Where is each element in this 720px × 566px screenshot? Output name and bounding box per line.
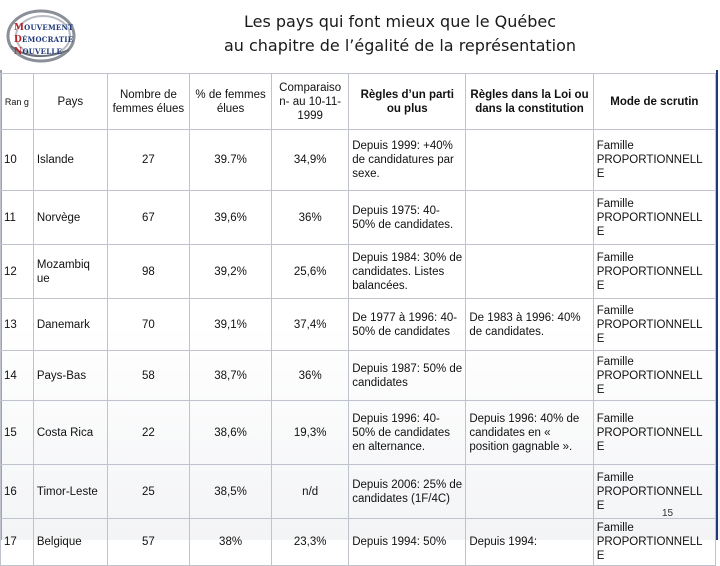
table-row	[1, 130, 716, 191]
cell-rank: 16	[1, 465, 34, 519]
table-row	[1, 401, 716, 465]
cell-pct: 39,6%	[189, 191, 271, 245]
cell-voting-mode: Famille PROPORTIONNELL E	[593, 130, 715, 191]
table-header-row	[1, 74, 716, 130]
cell-women: 27	[107, 130, 189, 191]
cell-party-rules: Depuis 1975: 40-50% de candidates.	[349, 191, 466, 245]
cell-law-rules	[466, 465, 593, 519]
cell-women: 70	[107, 299, 189, 351]
cell-country: Timor-Leste	[33, 465, 107, 519]
cell-comparison: 25,6%	[272, 245, 349, 299]
cell-pct: 38,7%	[189, 351, 271, 401]
header-law-rules: Règles dans la Loi ou dans la constitution	[466, 74, 593, 130]
cell-country: Mozambiq ue	[33, 245, 107, 299]
cell-law-rules	[466, 130, 593, 191]
slide-title-line-2: au chapitre de l’égalité de la représentation	[223, 36, 577, 55]
cell-law-rules	[466, 191, 593, 245]
cell-pct: 38,5%	[189, 465, 271, 519]
cell-party-rules: Depuis 1994: 50%	[349, 519, 466, 566]
cell-women: 58	[107, 351, 189, 401]
cell-country: Costa Rica	[33, 401, 107, 465]
cell-rank: 10	[1, 130, 34, 191]
cell-women: 98	[107, 245, 189, 299]
cell-women: 57	[107, 519, 189, 566]
cell-voting-mode: Famille PROPORTIONNELL E	[593, 401, 715, 465]
cell-comparison: 36%	[272, 351, 349, 401]
cell-country: Pays-Bas	[33, 351, 107, 401]
logo-line-1: MOUVEMENT	[14, 23, 74, 33]
cell-pct: 38%	[189, 519, 271, 566]
cell-women: 22	[107, 401, 189, 465]
cell-comparison: 23,3%	[272, 519, 349, 566]
logo-line-2: DÉMOCRATIE	[14, 35, 74, 45]
cell-comparison: 19,3%	[272, 401, 349, 465]
slide-title	[160, 10, 640, 58]
logo-line-3: NOUVELLE	[14, 47, 62, 57]
cell-comparison: n/d	[272, 465, 349, 519]
header-country: Pays	[33, 74, 107, 130]
slide-title-line-1: Les pays qui font mieux que le Québec	[243, 12, 557, 31]
cell-pct: 39.7%	[189, 130, 271, 191]
cell-rank: 11	[1, 191, 34, 245]
cell-rank: 17	[1, 519, 34, 566]
cell-country: Danemark	[33, 299, 107, 351]
cell-pct: 38,6%	[189, 401, 271, 465]
cell-country: Norvège	[33, 191, 107, 245]
right-divider	[716, 70, 718, 540]
cell-party-rules: Depuis 1999: +40% de candidatures par sexe.	[349, 130, 466, 191]
cell-country: Islande	[33, 130, 107, 191]
cell-pct: 39,1%	[189, 299, 271, 351]
countries-table	[0, 73, 716, 566]
cell-comparison: 34,9%	[272, 130, 349, 191]
cell-rank: 12	[1, 245, 34, 299]
cell-voting-mode: Famille PROPORTIONNELL E	[593, 245, 715, 299]
page-number: 15	[662, 508, 674, 519]
cell-comparison: 36%	[272, 191, 349, 245]
cell-law-rules: Depuis 1994:	[466, 519, 593, 566]
table-row	[1, 465, 716, 519]
cell-voting-mode: Famille PROPORTIONNELL E	[593, 519, 715, 566]
table-row	[1, 299, 716, 351]
cell-party-rules: Depuis 1987: 50% de candidates	[349, 351, 466, 401]
cell-women: 67	[107, 191, 189, 245]
header-pct-women: % de femmes élues	[189, 74, 271, 130]
cell-party-rules: Depuis 2006: 25% de candidates (1F/4C)	[349, 465, 466, 519]
header-voting-mode: Mode de scrutin	[593, 74, 715, 130]
cell-voting-mode: Famille PROPORTIONNELL E	[593, 191, 715, 245]
header-comparison: Comparaiso n- au 10-11-1999	[272, 74, 349, 130]
cell-voting-mode: Famille PROPORTIONNELL E	[593, 299, 715, 351]
cell-comparison: 37,4%	[272, 299, 349, 351]
table-row	[1, 519, 716, 566]
header-women-elected: Nombre de femmes élues	[107, 74, 189, 130]
cell-women: 25	[107, 465, 189, 519]
cell-party-rules: Depuis 1984: 30% de candidates. Listes balancées.	[349, 245, 466, 299]
cell-law-rules	[466, 245, 593, 299]
cell-rank: 15	[1, 401, 34, 465]
table-row	[1, 191, 716, 245]
cell-law-rules	[466, 351, 593, 401]
cell-rank: 14	[1, 351, 34, 401]
cell-law-rules: De 1983 à 1996: 40% de candidates.	[466, 299, 593, 351]
logo	[3, 6, 87, 68]
table-row	[1, 245, 716, 299]
cell-pct: 39,2%	[189, 245, 271, 299]
table-row	[1, 351, 716, 401]
cell-country: Belgique	[33, 519, 107, 566]
cell-voting-mode: Famille PROPORTIONNELL E	[593, 351, 715, 401]
cell-party-rules: De 1977 à 1996: 40-50% de candidates	[349, 299, 466, 351]
cell-law-rules: Depuis 1996: 40% de candidates en « position gagnable ».	[466, 401, 593, 465]
cell-rank: 13	[1, 299, 34, 351]
header-rank: Ran g	[1, 74, 34, 130]
cell-voting-mode: Famille PROPORTIONNELL E	[593, 465, 715, 519]
header-party-rules: Règles d’un parti ou plus	[349, 74, 466, 130]
cell-party-rules: Depuis 1996: 40-50% de candidates en alternance.	[349, 401, 466, 465]
